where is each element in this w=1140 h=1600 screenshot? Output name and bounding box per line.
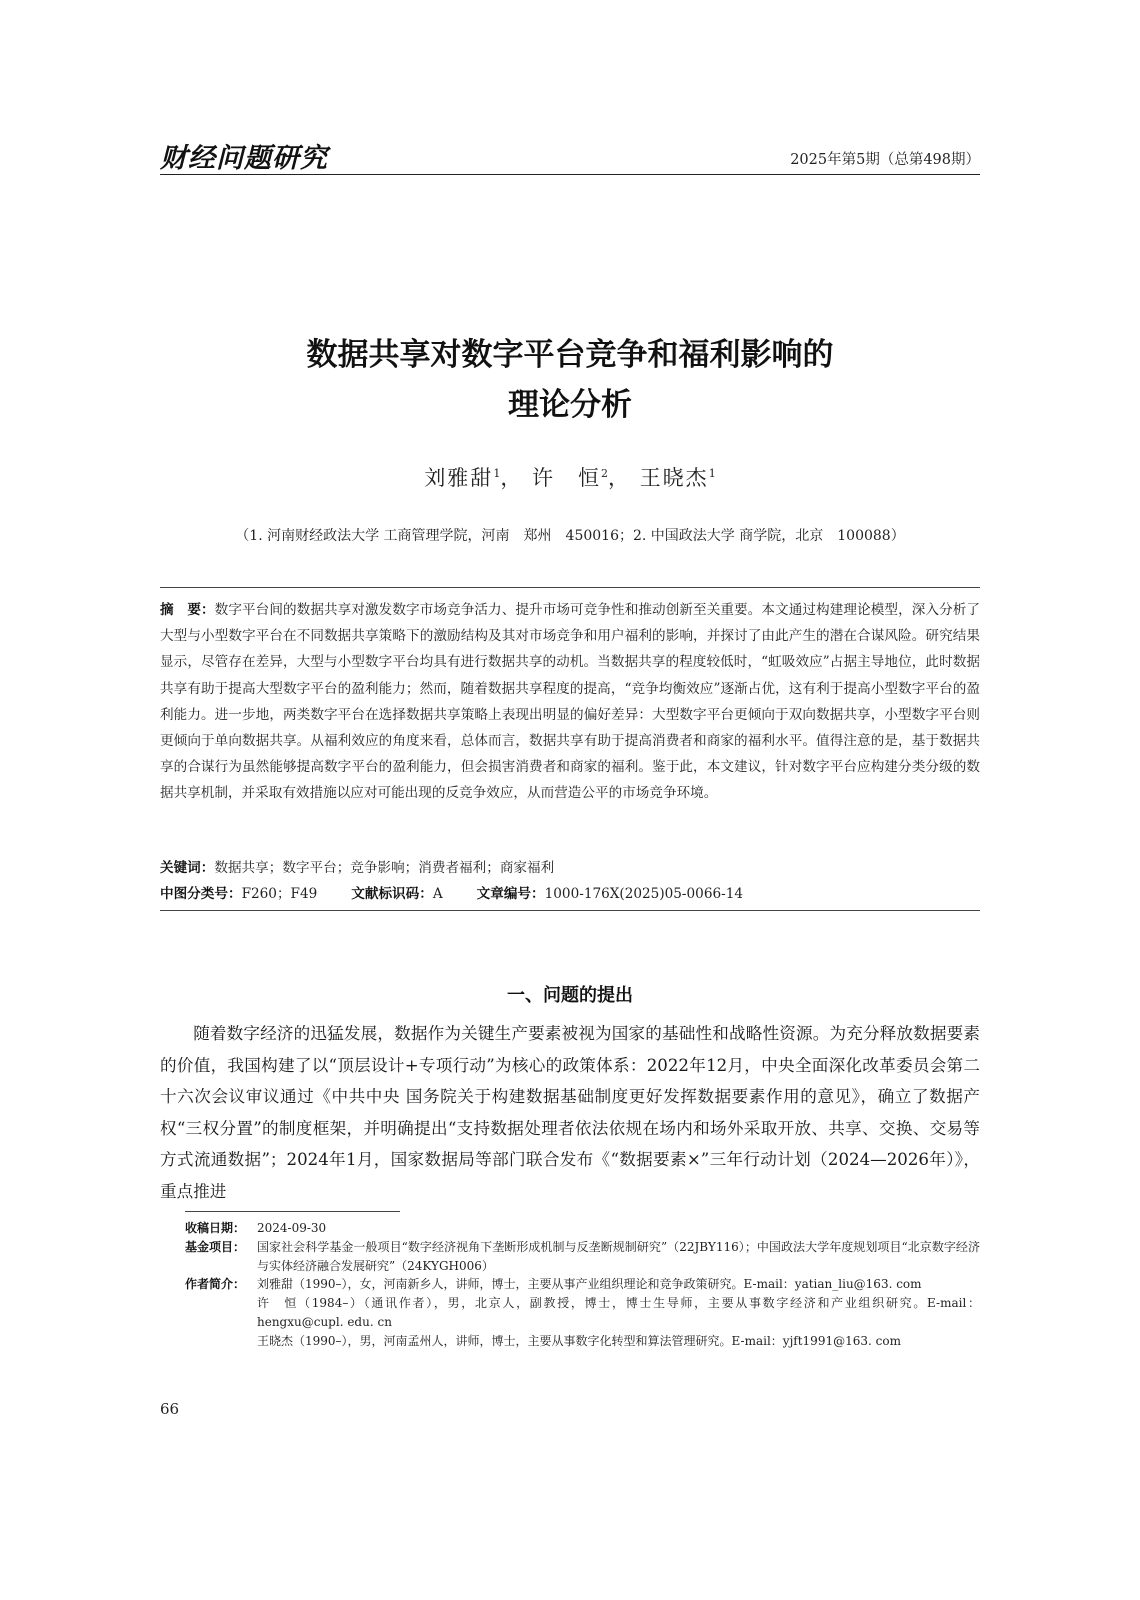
- article-no-label: 文章编号：: [476, 886, 545, 902]
- footnote-fund: [185, 1238, 980, 1276]
- affiliation: （1. 河南财经政法大学 工商管理学院，河南 郑州 450016；2. 中国政法大学 商学院，北京 100088）: [235, 528, 905, 544]
- title-line-1: 数据共享对数字平台竞争和福利影响的: [306, 337, 834, 373]
- footnote-received: [185, 1219, 980, 1238]
- doc-code: A: [432, 886, 443, 902]
- abstract-text: 数字平台间的数据共享对激发数字市场竞争活力、提升市场可竞争性和推动创新至关重要。本文通过构建理论模型，深入分析了大型与小型数字平台在不同数据共享策略下的激励结构及其对市场竞争和用户福利的影响，并探讨了由此产生的潜在合谋风险。研究结果显示，尽管存在差异，大型与小型数字平台均具有进行数据共享的动机。当数据共享的程度较低时，“虹吸效应”占据主导地位，此时数据共享有助于提高大型数字平台的盈利能力；然而，随着数据共享程度的提高，“竞争均衡效应”逐渐占优，这有利于提高小型数字平台的盈利能力。进一步地，两类数字平台在选择数据共享策略上表现出明显的偏好差异：大型数字平台更倾向于双向数据共享，小型数字平台则更倾向于单向数据共享。从福利效应的角度来看，总体而言，数据共享有助于提高消费者和商家的福利水平。值得注意的是，基于数据共享的合谋行为虽然能够提高数字平台的盈利能力，但会损害消费者和商家的福利。鉴于此，本文建议，针对数字平台应构建分类分级的数据共享机制，并采取有效措施以应对可能出现的反竞争效应，从而营造公平的市场竞争环境。: [160, 602, 980, 802]
- article-title: [160, 330, 980, 430]
- footnotes: [185, 1219, 980, 1351]
- author-affil-mark: 2: [601, 467, 608, 480]
- classification-line: [160, 881, 743, 907]
- header-rule: [160, 174, 980, 175]
- abstract-label: 摘 要：: [160, 602, 215, 618]
- clc-code: F260；F49: [241, 886, 318, 902]
- keywords: 数据共享；数字平台；竞争影响；消费者福利；商家福利: [214, 860, 555, 876]
- author-affil-mark: 1: [708, 467, 716, 480]
- section-heading: 一、问题的提出: [507, 985, 633, 1006]
- received-date: 2024-09-30: [257, 1221, 327, 1235]
- page-number: 66: [160, 1400, 180, 1418]
- author-bio: 王晓杰（1990–），男，河南孟州人，讲师，博士，主要从事数字化转型和算法管理研究。E-mail：yjft1991@163. com: [257, 1333, 901, 1348]
- footnote-bio: [185, 1275, 980, 1350]
- keywords-label: 关键词：: [160, 860, 215, 876]
- author-name: 刘雅甜: [424, 466, 494, 490]
- author-bio: 许 恒（1984–）（通讯作者），男，北京人，副教授，博士，博士生导师，主要从事数字经济和产业组织研究。E-mail：hengxu@cupl. edu. cn: [257, 1296, 980, 1329]
- paper-page: [160, 0, 980, 1600]
- journal-logo: 财经问题研究: [160, 143, 328, 174]
- title-line-2: 理论分析: [508, 387, 632, 423]
- author-list: [160, 462, 980, 492]
- abstract-rule-top: [160, 587, 980, 588]
- issue-info: 2025年第5期（总第498期）: [790, 152, 980, 168]
- body-paragraph: 随着数字经济的迅猛发展，数据作为关键生产要素被视为国家的基础性和战略性资源。为充分释放数据要素的价值，我国构建了以“顶层设计+专项行动”为核心的政策体系：2022年12月，中央全面深化改革委员会第二十六次会议审议通过《中共中央 国务院关于构建数据基础制度更好发挥数据要素作用的意见》，确立了数据产权“三权分置”的制度框架，并明确提出“支持数据处理者依法依规在场内和场外采取开放、共享、交换、交易等方式流通数据”；2024年1月，国家数据局等部门联合发布《“数据要素×”三年行动计划（2024—2026年）》，重点推进: [160, 1024, 980, 1201]
- abstract: [160, 597, 980, 807]
- author-bio: 刘雅甜（1990–），女，河南新乡人，讲师，博士，主要从事产业组织理论和竞争政策研究。E-mail：yatian_liu@163. com: [257, 1277, 922, 1292]
- fund-label: 基金项目：: [185, 1239, 246, 1254]
- clc-label: 中图分类号：: [160, 886, 242, 902]
- doc-code-label: 文献标识码：: [351, 886, 433, 902]
- article-no: 1000-176X(2025)05-0066-14: [544, 886, 744, 902]
- author-affil-mark: 1: [493, 467, 501, 480]
- author-separator: ，: [608, 466, 631, 490]
- bio-label: 作者简介：: [185, 1277, 246, 1292]
- received-label: 收稿日期：: [185, 1221, 246, 1235]
- author-name: 王晓杰: [639, 466, 709, 490]
- fund-text: 国家社会科学基金一般项目“数字经济视角下垄断形成机制与反垄断规制研究”（22JBY116）；中国政法大学年度规划项目“北京数字经济与实体经济融合发展研究”（24KYGH006）: [257, 1239, 980, 1273]
- author-separator: ，: [500, 466, 524, 490]
- keywords-line: [160, 855, 554, 881]
- author-name: 许 恒: [532, 466, 601, 490]
- abstract-rule-bottom: [160, 910, 980, 911]
- footnote-rule: [185, 1211, 400, 1212]
